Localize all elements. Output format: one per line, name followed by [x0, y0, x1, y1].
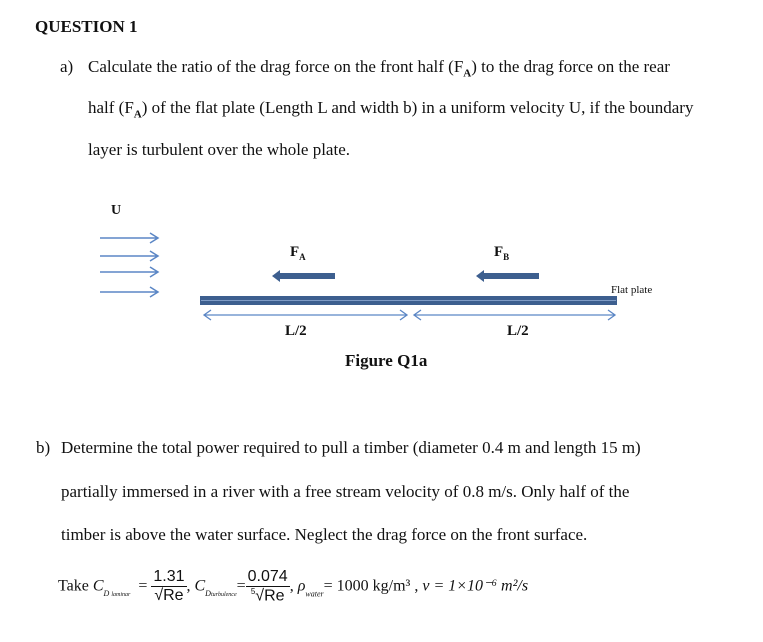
force-b-arrow [476, 270, 539, 282]
numerator: 0.074 [247, 568, 288, 585]
dimension-arrows [204, 310, 615, 320]
laminar-fraction [151, 568, 186, 605]
numerator: 1.31 [153, 568, 185, 586]
part-a-line-3: layer is turbulent over the whole plate. [88, 140, 350, 159]
part-b-line-1: Determine the total power required to pull a timber (diameter 0.4 m and length 15 m) [61, 438, 641, 457]
text: F [494, 244, 504, 260]
subscript: water [305, 589, 324, 599]
viscosity-value: ν = 1×10⁻⁶ m²/s [422, 577, 529, 595]
text: √Re [255, 587, 285, 605]
subscript: A [299, 252, 306, 262]
plate-label: Flat plate [611, 284, 653, 296]
text: Calculate the ratio of the drag force on the front half (F [88, 57, 464, 76]
force-arrows [272, 270, 539, 282]
subscript: A [133, 108, 142, 121]
subscript: A [463, 67, 472, 80]
half-length-right: L/2 [507, 323, 529, 339]
flow-arrow [100, 287, 158, 297]
root-index: 5 [250, 587, 256, 596]
cd-symbol: C [194, 577, 206, 595]
denominator: √Re [154, 587, 184, 605]
part-a-label: a) [60, 57, 74, 76]
part-b-label: b) [36, 438, 51, 457]
given-formula: Take $C_{D laminar}$ = $\frac{1.31}{√Re}$ , $C_{Dturbulence}=$ $\frac{0.074}{^5√Re}$ , $\rho_{water}= 1000$ kg/m³ , ν = 1×10⁻⁶ m²/s [58, 568, 529, 605]
text: D [205, 589, 211, 599]
velocity-label: U [111, 203, 122, 218]
question-heading: QUESTION 1 [35, 17, 138, 36]
cd-symbol: C [92, 577, 104, 595]
part-b-line-3: timber is above the water surface. Neglect the drag force on the front surface. [61, 525, 588, 544]
force-a-arrow [272, 270, 335, 282]
text: D [103, 589, 110, 599]
flow-arrow [100, 267, 158, 277]
text: ) of the flat plate (Length L and width b) in a uniform velocity U, if the boundary [141, 98, 694, 117]
figure-caption: Figure Q1a [345, 351, 428, 370]
dimension-right [414, 310, 615, 320]
density-value: = 1000 kg/m³ , [323, 577, 419, 595]
half-length-left: L/2 [285, 323, 307, 339]
text: turbulence [210, 592, 237, 599]
text: laminar [111, 592, 131, 599]
turbulent-fraction [246, 568, 290, 605]
force-b-label [494, 244, 509, 262]
part-b-line-2: partially immersed in a river with a free stream velocity of 0.8 m/s. Only half of the [61, 482, 630, 501]
flow-arrow [100, 251, 158, 261]
velocity-arrows [100, 233, 158, 297]
force-a-label [290, 244, 306, 262]
rho-symbol: ρ [297, 577, 306, 595]
denominator [246, 587, 290, 605]
flow-arrow [100, 233, 158, 243]
subscript: B [503, 252, 510, 262]
text: ) to the drag force on the rear [471, 57, 670, 76]
dimension-left [204, 310, 407, 320]
text: F [290, 244, 300, 260]
text: half (F [88, 98, 134, 117]
text: Take [58, 577, 89, 595]
